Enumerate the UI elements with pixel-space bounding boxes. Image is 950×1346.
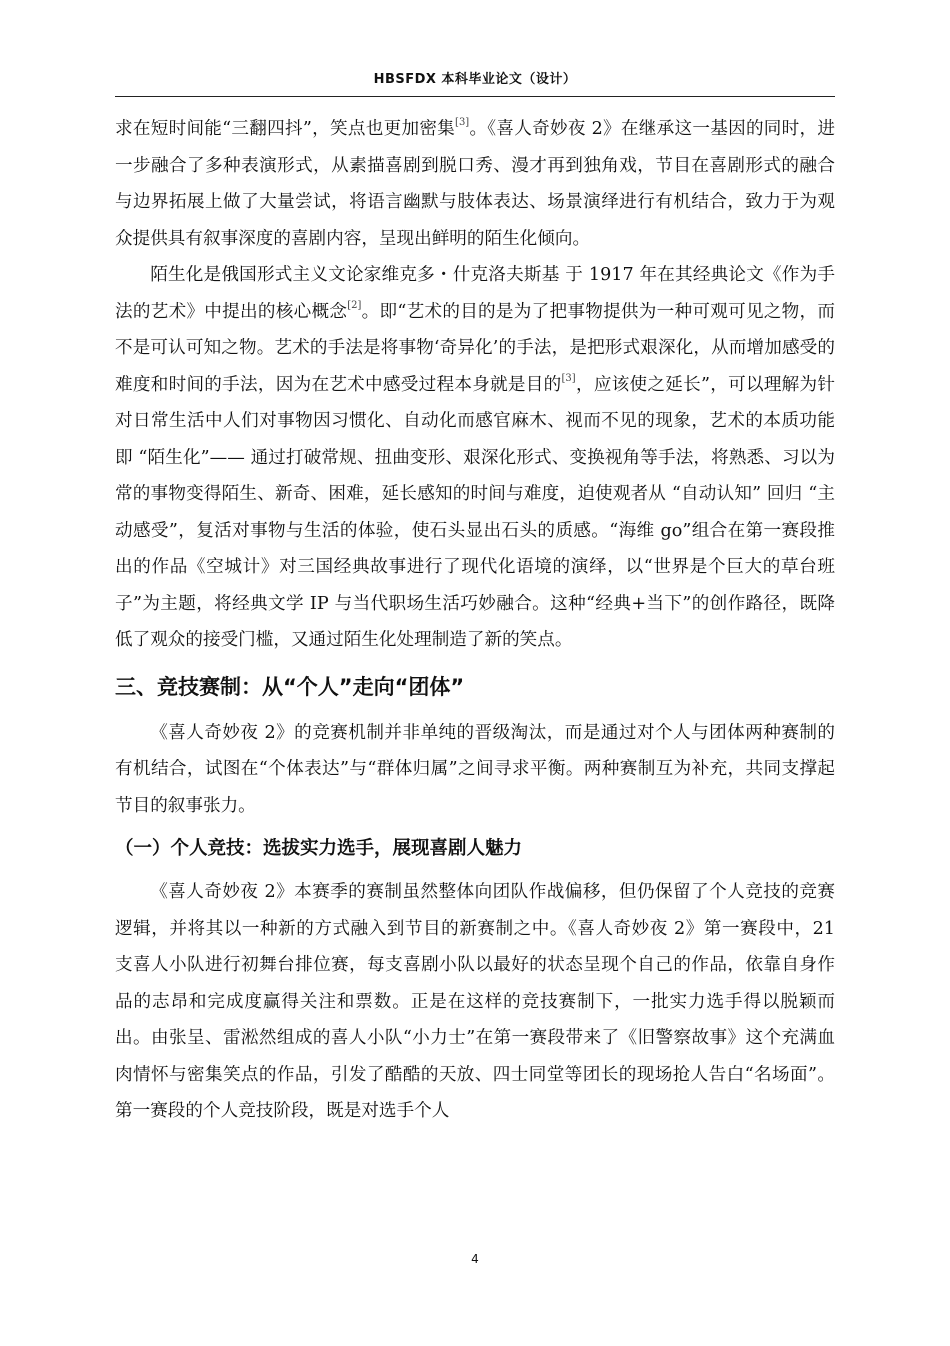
- paragraph-2-text-a: 陌生化是俄国形式主义文论家维克多・什克洛夫斯基 于 1917 年在其经典论文《作为手法的艺术》中提出的核心概念: [115, 265, 835, 322]
- paragraph-1-text-a: 求在短时间能“三翻四抖”，笑点也更加密集: [115, 119, 456, 139]
- citation-ref: [3]: [561, 372, 576, 384]
- body-text: [115, 111, 835, 1130]
- section-heading: 三、竞技赛制：从“个人”走向“团体”: [115, 674, 465, 699]
- paragraph-2-text-b: 。即“艺术的目的是为了把事物提供为一种可观可见之物，而不是可认可知之物。艺术的手法是将事物‘奇异化’的手法，是把形式艰深化，从而增加感受的难度和时间的手法，因为在艺术中感受过程本身就是目的: [115, 301, 835, 395]
- header-divider: [115, 96, 835, 97]
- page-number: 4: [471, 1252, 479, 1266]
- running-header: HBSFDX 本科毕业论文（设计）: [373, 72, 577, 87]
- paragraph-3: 《喜人奇妙夜 2》的竞赛机制并非单纯的晋级淘汰，而是通过对个人与团体两种赛制的有机结合，试图在“个体表达”与“群体归属”之间寻求平衡。两种赛制互为补充，共同支撑起节目的叙事张力。: [115, 722, 835, 816]
- paragraph-1-text-b: 。《喜人奇妙夜 2》在继承这一基因的同时，进一步融合了多种表演形式，从素描喜剧到脱口秀、漫才再到独角戏，节目在喜剧形式的融合与边界拓展上做了大量尝试，将语言幽默与肢体表达、场景演绎进行有机结合，致力于为观众提供具有叙事深度的喜剧内容，呈现出鲜明的陌生化倾向。: [115, 119, 835, 249]
- subsection-heading: （一）个人竞技：选拔实力选手，展现喜剧人魅力: [115, 838, 523, 859]
- citation-ref: [2]: [347, 299, 362, 311]
- paragraph-4: 《喜人奇妙夜 2》本赛季的赛制虽然整体向团队作战偏移，但仍保留了个人竞技的竞赛逻辑，并将其以一种新的方式融入到节目的新赛制之中。《喜人奇妙夜 2》第一赛段中，21 支喜人小队进行初舞台排位赛，每支喜剧小队以最好的状态呈现个自己的作品，依靠自身作品的志昂和完成度赢得关注和票数。正是在这样的竞技赛制下，一批实力选手得以脱颖而出。由张呈、雷淞然组成的喜人小队“小力士”在第一赛段带来了《旧警察故事》这个充满血肉情怀与密集笑点的作品，引发了酷酷的天放、四士同堂等团长的现场抢人告白“名场面”。第一赛段的个人竞技阶段，既是对选手个人: [115, 882, 835, 1121]
- paragraph-2-text-c: ，应该使之延长”，可以理解为针对日常生活中人们对事物因习惯化、自动化而感官麻木、视而不见的现象，艺术的本质功能即 “陌生化”—— 通过打破常规、扭曲变形、艰深化形式、变换视角等手法，将熟悉、习以为常的事物变得陌生、新奇、困难，延长感知的时间与难度，迫使观者从 “自动认知” 回归 “主动感受”，复活对事物与生活的体验，使石头显出石头的质感。“海维 go”组合在第一赛段推出的作品《空城计》对三国经典故事进行了现代化语境的演绎，以“世界是个巨大的草台班子”为主题，将经典文学 IP 与当代职场生活巧妙融合。这种“经典+当下”的创作路径，既降低了观众的接受门槛，又通过陌生化处理制造了新的笑点。: [115, 374, 835, 650]
- paragraph-1: [115, 111, 835, 257]
- citation-ref: [3]: [455, 117, 470, 128]
- paragraph-2: [115, 257, 835, 659]
